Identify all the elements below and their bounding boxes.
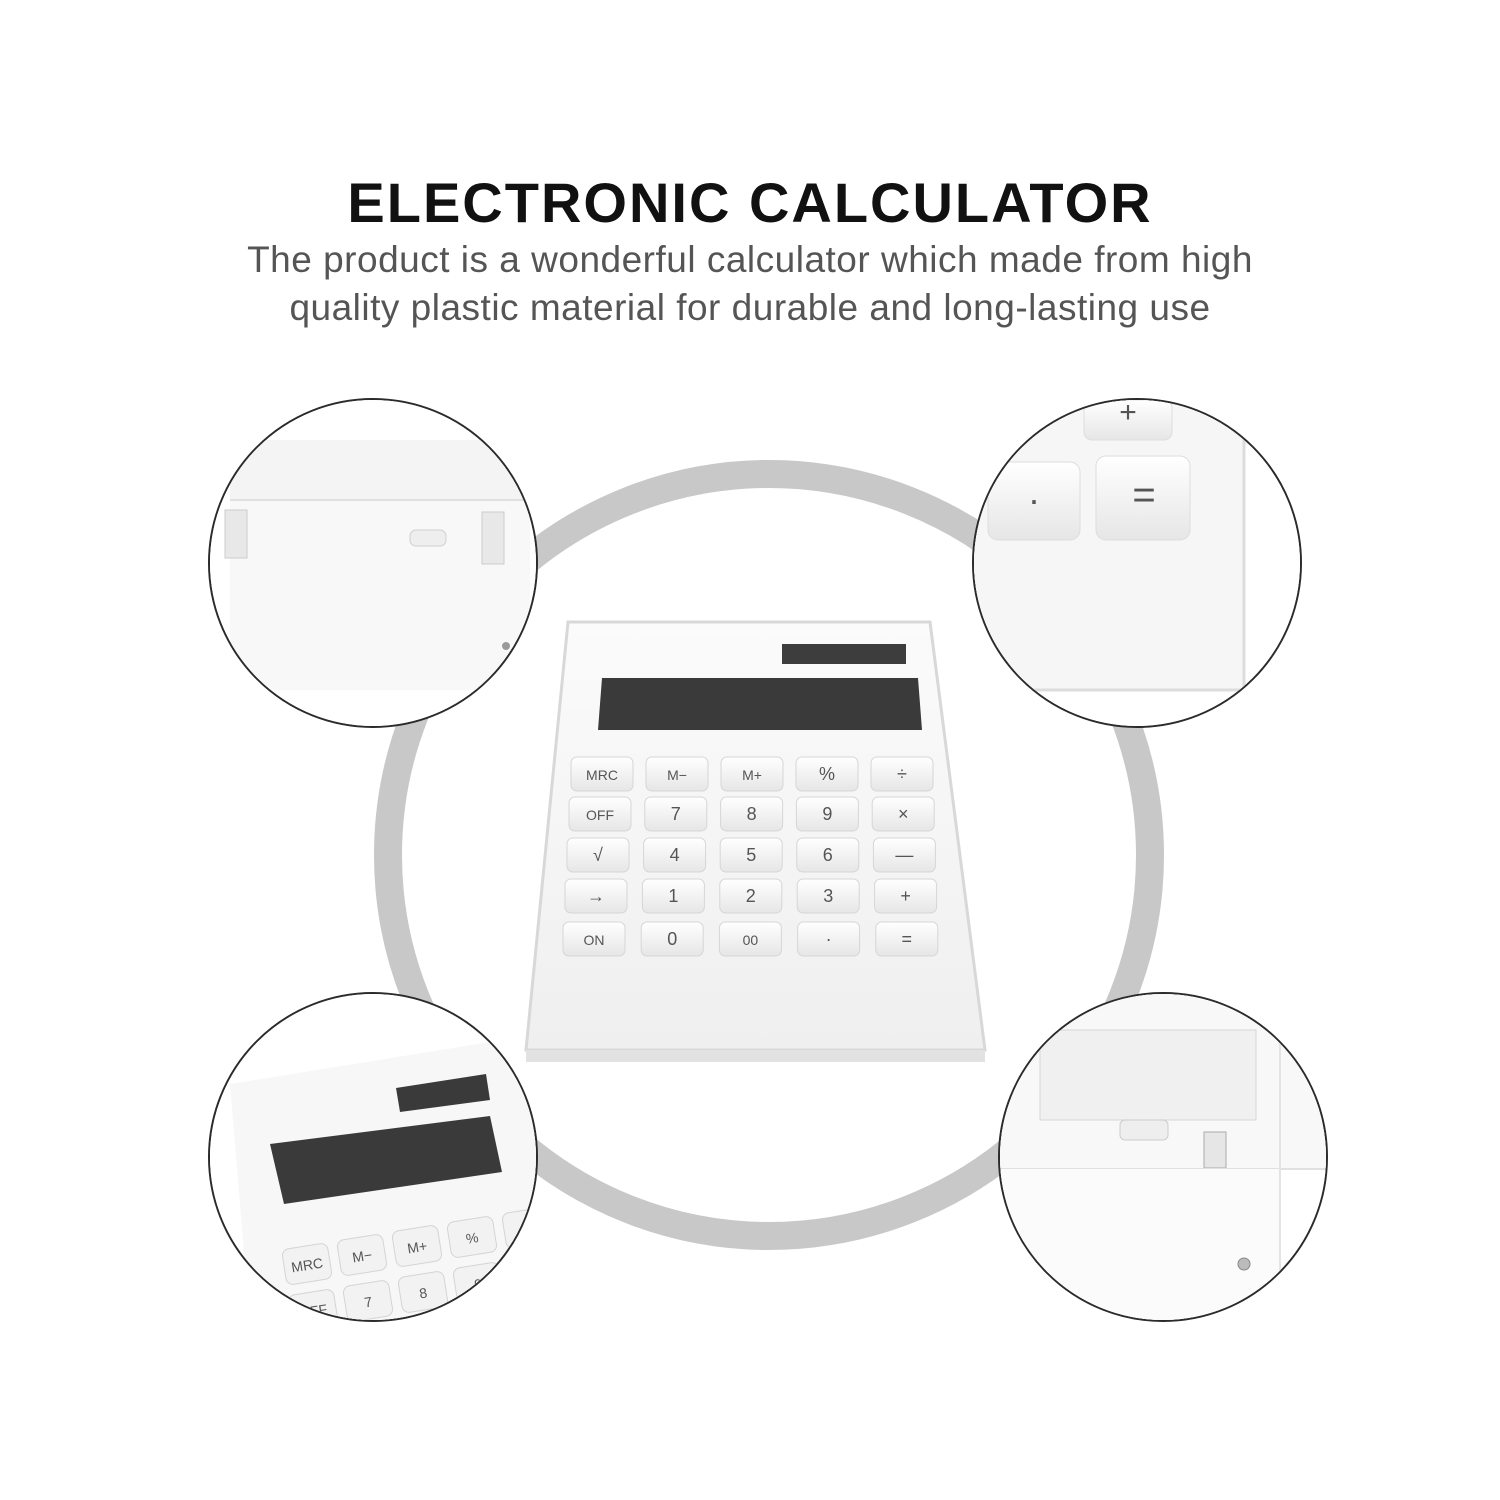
page-title: ELECTRONIC CALCULATOR xyxy=(347,171,1153,234)
detail-circle-top-right xyxy=(972,398,1302,728)
key-label-2-4: — xyxy=(895,845,914,865)
key-label-2-1: 4 xyxy=(669,845,680,865)
key-label-4-3: · xyxy=(825,929,832,949)
key-label-0-3: % xyxy=(818,764,836,784)
subtitle-line-1: The product is a wonderful calculator which made from high xyxy=(247,239,1253,280)
key-label-3-1: 1 xyxy=(668,886,679,906)
calculator-display xyxy=(598,678,922,730)
bl-row1-key-label-0: MRC xyxy=(290,1254,325,1276)
key-label-2-3: 6 xyxy=(822,845,833,865)
key-label-0-2: M+ xyxy=(742,767,762,783)
key-label-2-2: 5 xyxy=(746,845,757,865)
key-label-1-3: 9 xyxy=(822,804,833,824)
key-label-0-1: M− xyxy=(667,767,687,783)
bl-row1-key-4 xyxy=(501,1207,538,1250)
key-label-3-0: → xyxy=(587,886,605,906)
tr-plus-label: + xyxy=(1119,400,1137,429)
key-label-1-1: 7 xyxy=(670,804,681,824)
detail-circle-bottom-left xyxy=(208,992,538,1322)
key-label-3-3: 3 xyxy=(823,886,834,906)
key-label-0-0: MRC xyxy=(586,767,618,783)
key-label-3-2: 2 xyxy=(745,886,756,906)
key-label-0-4: ÷ xyxy=(897,764,907,784)
bl-row1-key-label-1: M− xyxy=(351,1246,374,1266)
detail-circle-top-left xyxy=(208,398,538,728)
bl-row1-key-label-4: ÷ xyxy=(522,1220,533,1238)
bl-row2-key-label-0: OFF xyxy=(298,1300,329,1322)
key-label-4-4: = xyxy=(901,929,913,949)
key-label-4-2: 00 xyxy=(742,932,759,948)
bl-row2-key-label-2: 8 xyxy=(418,1284,429,1302)
bl-row2-key-label-3: 9 xyxy=(473,1275,484,1293)
key-label-3-4: + xyxy=(900,886,911,906)
calculator-bottom-edge xyxy=(526,1050,985,1062)
tr-dot-label: · xyxy=(1028,479,1040,520)
bl-row1-key-label-3: % xyxy=(464,1229,480,1247)
key-label-1-2: 8 xyxy=(746,804,757,824)
subtitle-line-2: quality plastic material for durable and long-lasting use xyxy=(289,287,1211,328)
key-label-2-0: √ xyxy=(593,845,603,865)
key-label-4-1: 0 xyxy=(667,929,678,949)
bl-row1-key-label-2: M+ xyxy=(406,1237,429,1257)
detail-circle-bottom-right xyxy=(998,992,1328,1322)
tr-equals-label: = xyxy=(1132,473,1156,517)
key-label-4-0: ON xyxy=(583,932,605,948)
key-label-1-0: OFF xyxy=(586,807,614,823)
key-label-1-4: × xyxy=(897,804,909,824)
bl-row2-key-label-1: 7 xyxy=(363,1293,374,1311)
keypad xyxy=(563,757,938,956)
solar-panel xyxy=(782,644,906,664)
